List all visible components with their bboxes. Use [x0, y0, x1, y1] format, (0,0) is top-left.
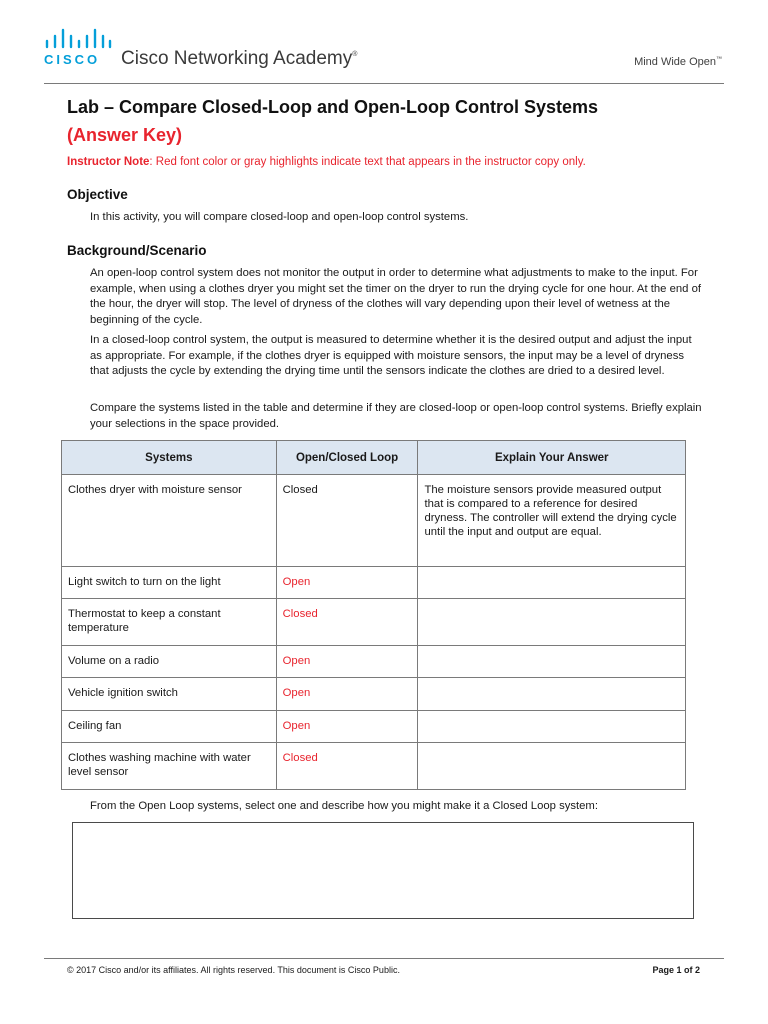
instructor-note	[67, 156, 586, 168]
system-cell: Vehicle ignition switch	[62, 678, 277, 711]
loop-cell: Closed	[276, 599, 418, 646]
copyright-notice: © 2017 Cisco and/or its affiliates. All rights reserved. This document is Cisco Public.	[67, 965, 400, 975]
table-row	[62, 711, 686, 743]
cisco-logo-icon	[44, 28, 112, 50]
table-row	[62, 743, 686, 790]
cisco-logo-text: CISCO	[44, 52, 101, 67]
loop-cell: Closed	[276, 475, 418, 567]
explain-cell: The moisture sensors provide measured output that is compared to a reference for desired dryness. The controller will extend the drying cycle until the input and output are equal.	[418, 475, 686, 567]
brand-name	[121, 48, 357, 70]
loop-cell: Closed	[276, 743, 418, 790]
table-header-row	[62, 441, 686, 475]
header-systems: Systems	[62, 441, 277, 475]
loop-cell: Open	[276, 711, 418, 743]
explain-cell	[418, 567, 686, 599]
header-explain: Explain Your Answer	[418, 441, 686, 475]
loop-cell: Open	[276, 567, 418, 599]
objective-heading: Objective	[67, 187, 128, 202]
trademark-mark: ™	[716, 56, 722, 63]
header-divider	[44, 83, 724, 84]
table-row	[62, 599, 686, 646]
footer-divider	[44, 958, 724, 959]
answer-key-label: (Answer Key)	[67, 125, 183, 145]
system-cell: Light switch to turn on the light	[62, 567, 277, 599]
system-cell: Thermostat to keep a constant temperature	[62, 599, 277, 646]
explain-cell	[418, 646, 686, 678]
system-cell: Volume on a radio	[62, 646, 277, 678]
background-paragraph-2: In a closed-loop control system, the output is measured to determine whether it is the desired output and adjust the input as appropriate. For example, if the clothes dryer is equipped with moisture sensors, the input may be a level of dryness that adjusts the cycle by extending the drying time until the sensors indicate the clothes are dried to a desired level.	[90, 334, 692, 377]
explain-cell	[418, 711, 686, 743]
table-row	[62, 646, 686, 678]
page-header	[44, 26, 724, 76]
explain-cell	[418, 599, 686, 646]
tagline-text: Mind Wide Open	[634, 56, 716, 68]
registered-mark: ®	[352, 51, 358, 58]
system-cell: Ceiling fan	[62, 711, 277, 743]
system-cell: Clothes washing machine with water level sensor	[62, 743, 277, 790]
page-number: Page 1 of 2	[652, 965, 700, 975]
table-row	[62, 475, 686, 567]
table-row	[62, 567, 686, 599]
background-paragraph-1: An open-loop control system does not monitor the output in order to determine what adjustments to make to the input. For example, when using a clothes dryer you might set the timer on the dryer to run the drying cycle for one hour. At the end of the hour, the dryer will stop. The level of dryness of the clothes will vary depending upon their level of wetness at the beginning of the cycle.	[90, 267, 701, 326]
brand-text: Cisco Networking Academy	[121, 48, 353, 69]
background-heading: Background/Scenario	[67, 243, 207, 258]
open-to-closed-prompt: From the Open Loop systems, select one and describe how you might make it a Closed Loop system:	[90, 800, 598, 812]
background-paragraph-3: Compare the systems listed in the table and determine if they are closed-loop or open-loop control systems. Briefly explain your selections in the space provided.	[90, 402, 702, 430]
objective-text: In this activity, you will compare closed-loop and open-loop control systems.	[90, 211, 469, 223]
system-cell: Clothes dryer with moisture sensor	[62, 475, 277, 567]
answer-box[interactable]	[72, 822, 694, 919]
header-loop: Open/Closed Loop	[276, 441, 418, 475]
explain-cell	[418, 678, 686, 711]
explain-cell	[418, 743, 686, 790]
tagline	[634, 56, 722, 68]
systems-table	[61, 440, 686, 790]
loop-cell: Open	[276, 678, 418, 711]
instructor-note-label: Instructor Note	[67, 156, 150, 168]
instructor-note-text: : Red font color or gray highlights indicate text that appears in the instructor copy only.	[149, 156, 586, 168]
loop-cell: Open	[276, 646, 418, 678]
table-row	[62, 678, 686, 711]
page-title: Lab – Compare Closed-Loop and Open-Loop Control Systems	[67, 97, 599, 117]
